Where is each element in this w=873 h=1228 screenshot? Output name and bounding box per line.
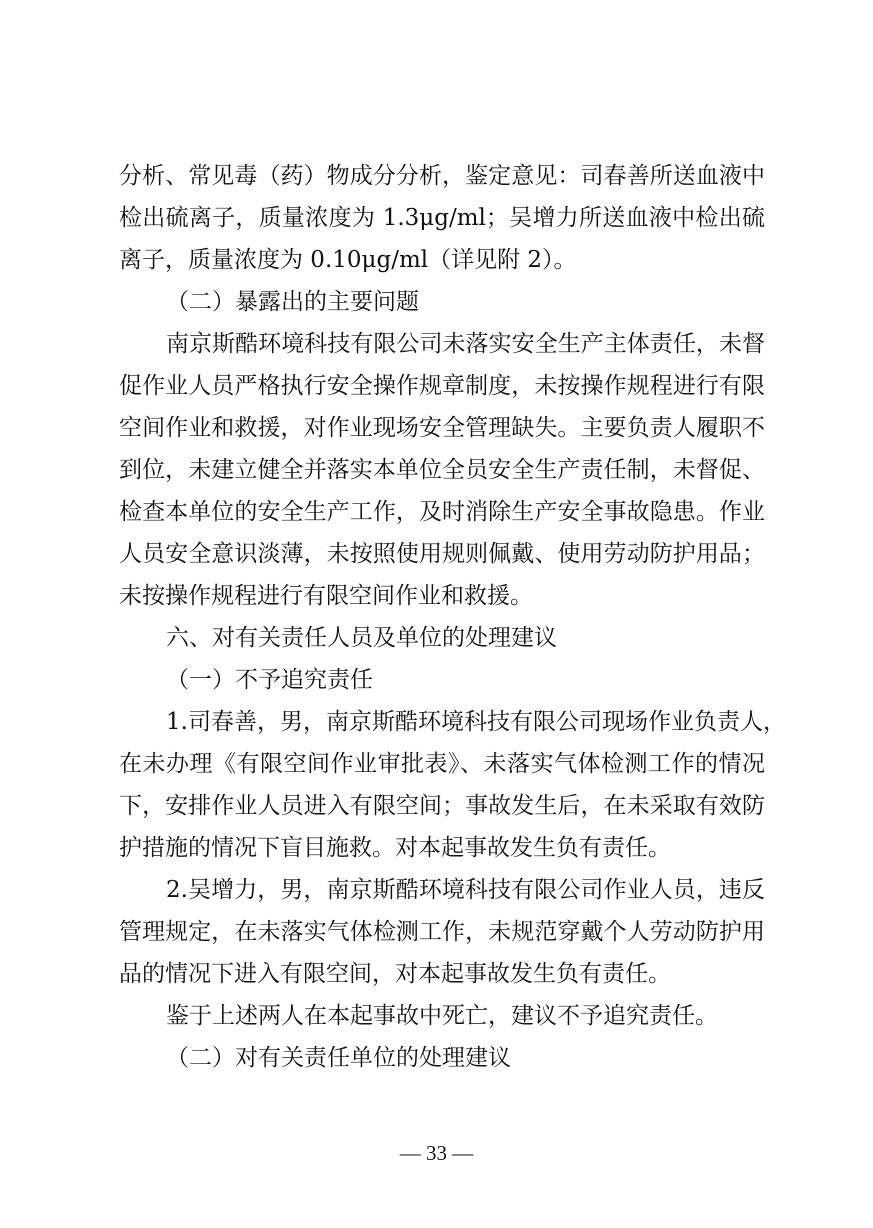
paragraph-line: 在未办理《有限空间作业审批表》、未落实气体检测工作的情况 (119, 751, 765, 777)
paragraph-line: 未按操作规程进行有限空间作业和救援。 (119, 583, 533, 609)
paragraph-line: 分析、常见毒（药）物成分分析，鉴定意见：司春善所送血液中 (119, 163, 765, 189)
paragraph-line: 护措施的情况下盲目施救。对本起事故发生负有责任。 (119, 835, 671, 861)
paragraph-line: 到位，未建立健全并落实本单位全员安全生产责任制，未督促、 (119, 457, 765, 483)
body-text (119, 155, 786, 1079)
paragraph-line: 促作业人员严格执行安全操作规章制度，未按操作规程进行有限 (119, 373, 765, 399)
paragraph-line: 鉴于上述两人在本起事故中死亡，建议不予追究责任。 (166, 1003, 718, 1029)
paragraph-line: 空间作业和救援，对作业现场安全管理缺失。主要负责人履职不 (119, 415, 765, 441)
paragraph-line: 品的情况下进入有限空间，对本起事故发生负有责任。 (119, 961, 671, 987)
paragraph-line: 管理规定，在未落实气体检测工作，未规范穿戴个人劳动防护用 (119, 919, 765, 945)
section-heading: （一）不予追究责任 (166, 667, 373, 693)
chapter-heading: 六、对有关责任人员及单位的处理建议 (166, 625, 557, 651)
paragraph-line: 1.司春善，男，南京斯酷环境科技有限公司现场作业负责人， (166, 709, 786, 735)
paragraph-line: 检出硫离子，质量浓度为 1.3μg/ml；吴增力所送血液中检出硫 (119, 205, 765, 231)
paragraph-line: 下，安排作业人员进入有限空间；事故发生后，在未采取有效防 (119, 793, 765, 819)
paragraph-line: 检查本单位的安全生产工作，及时消除生产安全事故隐患。作业 (119, 499, 765, 525)
paragraph-line: 南京斯酷环境科技有限公司未落实安全生产主体责任，未督 (166, 331, 765, 357)
section-heading: （二）对有关责任单位的处理建议 (166, 1045, 511, 1071)
paragraph-line: 离子，质量浓度为 0.10μg/ml（详见附 2）。 (119, 247, 577, 273)
paragraph-line: 人员安全意识淡薄，未按照使用规则佩戴、使用劳动防护用品； (119, 541, 765, 567)
page-number: — 33 — (399, 1141, 474, 1165)
section-heading: （二）暴露出的主要问题 (166, 289, 419, 315)
paragraph-line: 2.吴增力，男，南京斯酷环境科技有限公司作业人员，违反 (166, 877, 765, 903)
